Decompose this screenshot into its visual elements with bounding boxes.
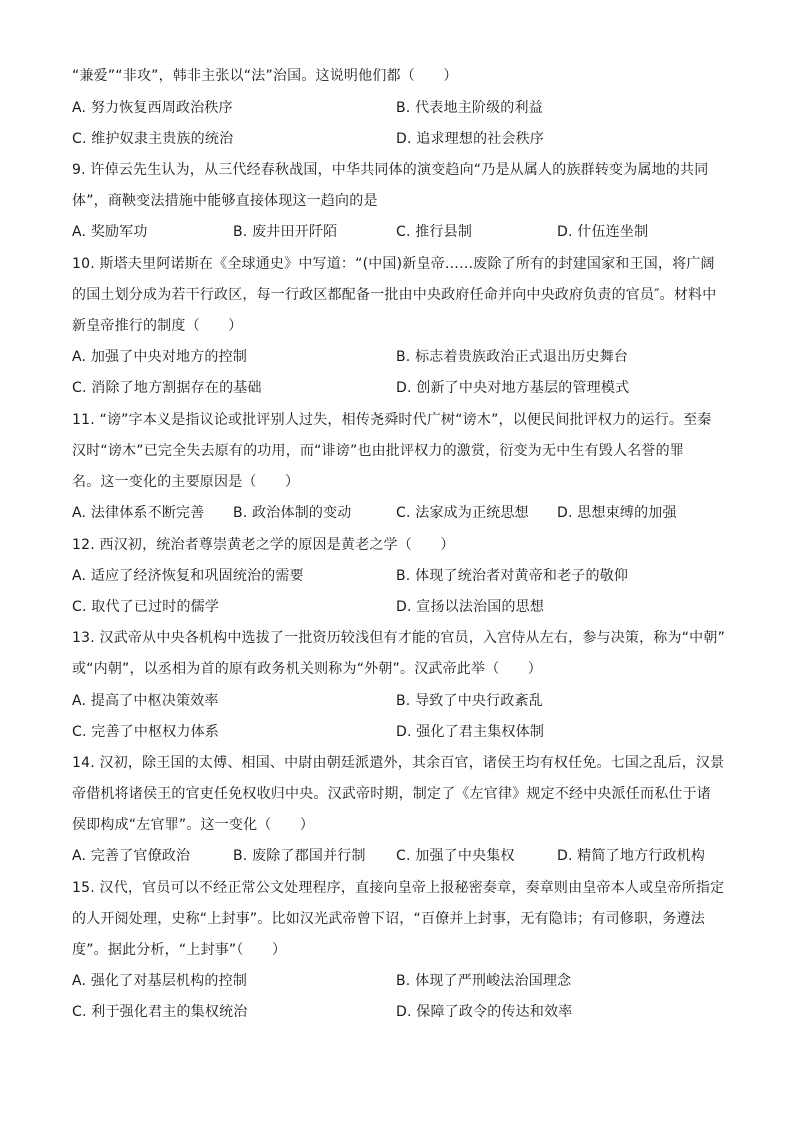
q10-option-b: B. 标志着贵族政治正式退出历史舞台: [396, 349, 629, 365]
q9-stem-line2: 体”，商鞅变法措施中能够直接体现这一趋向的是: [72, 193, 378, 209]
q15-stem-line3: 度”。据此分析，“上封事”（ ）: [72, 942, 287, 958]
q15-stem-line2: 的人开阅处理，史称“上封事”。比如汉光武帝曾下诏，“百僚并上封事，无有隐讳；有司修职，务遵法: [72, 911, 705, 927]
q15-option-a: A. 强化了对基层机构的控制: [72, 973, 248, 989]
q14-option-d: D. 精简了地方行政机构: [557, 848, 706, 864]
q11-option-a: A. 法律体系不断完善: [72, 505, 205, 521]
q15-stem-line1: 15. 汉代，官员可以不经正常公文处理程序，直接向皇帝上报秘密奏章，奏章则由皇帝本人或皇帝所指定: [72, 880, 725, 896]
q14-stem-line3: 侯即构成“左官罪”。这一变化（ ）: [72, 817, 315, 833]
q8-option-d: D. 追求理想的社会秩序: [396, 131, 545, 147]
q14-stem-line1: 14. 汉初，除王国的太傅、相国、中尉由朝廷派遣外，其余百官，诸侯王均有权任免。七国之乱后，汉景: [72, 755, 725, 771]
q14-stem-line2: 帝借机将诸侯王的官吏任免权收归中央。汉武帝时期，制定了《左官律》规定不经中央派任而私仕于诸: [72, 786, 711, 802]
q14-option-c: C. 加强了中央集权: [396, 848, 515, 864]
q13-stem-line1: 13. 汉武帝从中央各机构中选拔了一批资历较浅但有才能的官员，入宫侍从左右，参与决策，称为“中朝”: [72, 630, 726, 646]
q10-stem-line1: 10. 斯塔夫里阿诺斯在《全球通史》中写道：“(中国)新皇帝……废除了所有的封建国家和王国，将广阔: [72, 256, 715, 272]
q8-option-c: C. 维护奴隶主贵族的统治: [72, 131, 234, 147]
q13-option-a: A. 提高了中枢决策效率: [72, 693, 219, 709]
q8-option-a: A. 努力恢复西周政治秩序: [72, 100, 233, 116]
q11-option-c: C. 法家成为正统思想: [396, 505, 529, 521]
q11-stem-line2: 汉时“谤木”已完全失去原有的功用，而“诽谤”也由批评权力的激赏，衍变为无中生有毁人名誉的罪: [72, 443, 685, 459]
q12-stem: 12. 西汉初，统治者尊崇黄老之学的原因是黄老之学（ ）: [72, 537, 455, 553]
q13-stem-line2: 或“内朝”，以丞相为首的原有政务机关则称为“外朝”。汉武帝此举（ ）: [72, 661, 543, 677]
q11-option-d: D. 思想束缚的加强: [557, 505, 677, 521]
q10-stem-line3: 新皇帝推行的制度（ ）: [72, 318, 243, 334]
q8-option-b: B. 代表地主阶级的利益: [396, 100, 543, 116]
q11-stem-line3: 名。这一变化的主要原因是（ ）: [72, 474, 300, 490]
q8-stem: “兼爱”“非攻”，韩非主张以“法”治国。这说明他们都（ ）: [72, 68, 458, 84]
q13-option-c: C. 完善了中枢权力体系: [72, 724, 220, 740]
q11-stem-line1: 11. “谤”字本义是指议论或批评别人过失，相传尧舜时代广树“谤木”，以便民间批评权力的运行。至秦: [72, 412, 712, 428]
q9-stem-line1: 9. 许倬云先生认为，从三代经春秋战国，中华共同体的演变趋向“乃是从属人的族群转变为属地的共同: [72, 162, 709, 178]
q14-option-b: B. 废除了郡国并行制: [233, 848, 366, 864]
q15-option-d: D. 保障了政令的传达和效率: [396, 1004, 573, 1020]
q15-option-c: C. 利于强化君主的集权统治: [72, 1004, 248, 1020]
q14-option-a: A. 完善了官僚政治: [72, 848, 191, 864]
q13-option-b: B. 导致了中央行政紊乱: [396, 693, 543, 709]
q9-option-c: C. 推行县制: [396, 224, 473, 240]
q9-option-b: B. 废井田开阡陌: [233, 224, 338, 240]
q12-option-d: D. 宣扬以法治国的思想: [396, 599, 545, 615]
q9-option-d: D. 什伍连坐制: [557, 224, 649, 240]
q15-option-b: B. 体现了严刑峻法治国理念: [396, 973, 572, 989]
q10-option-d: D. 创新了中央对地方基层的管理模式: [396, 380, 630, 396]
q12-option-a: A. 适应了经济恢复和巩固统治的需要: [72, 568, 304, 584]
q13-option-d: D. 强化了君主集权体制: [396, 724, 545, 740]
q12-option-b: B. 体现了统治者对黄帝和老子的敬仰: [396, 568, 629, 584]
q12-option-c: C. 取代了已过时的儒学: [72, 599, 220, 615]
q9-option-a: A. 奖励军功: [72, 224, 148, 240]
q10-option-a: A. 加强了中央对地方的控制: [72, 349, 248, 365]
q11-option-b: B. 政治体制的变动: [233, 505, 352, 521]
q10-option-c: C. 消除了地方割据存在的基础: [72, 380, 262, 396]
q10-stem-line2: 的国土划分成为若干行政区，每一行政区都配备一批由中央政府任命并向中央政府负责的官员″。材料中: [72, 287, 717, 303]
